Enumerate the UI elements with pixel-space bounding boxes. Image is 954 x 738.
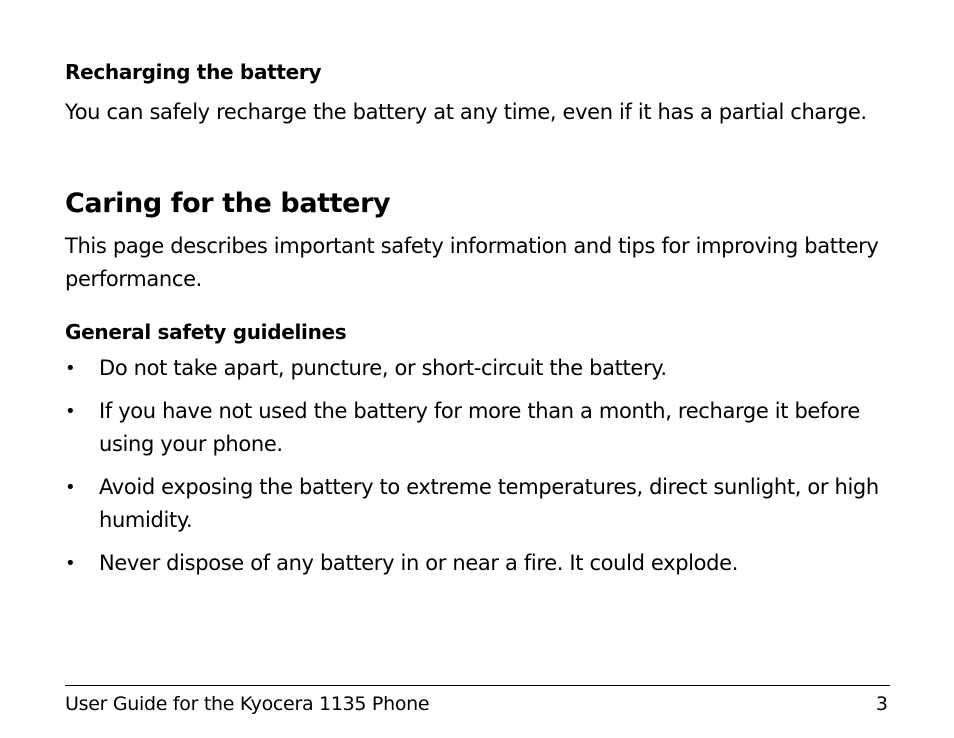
list-item-text: Do not take apart, puncture, or short-circuit the battery. xyxy=(99,356,667,380)
bullet-icon: • xyxy=(65,401,76,422)
list-item xyxy=(65,471,890,537)
recharging-paragraph: You can safely recharge the battery at any time, even if it has a partial charge. xyxy=(65,100,867,124)
list-item xyxy=(65,395,890,461)
guidelines-list xyxy=(65,352,890,590)
bullet-icon: • xyxy=(65,553,76,574)
list-item-text: Avoid exposing the battery to extreme temperatures, direct sunlight, or high humidity. xyxy=(99,475,879,532)
caring-heading: Caring for the battery xyxy=(65,188,391,219)
list-item-text: If you have not used the battery for more than a month, recharge it before using your phone. xyxy=(99,399,860,456)
footer-divider xyxy=(65,685,890,686)
list-item xyxy=(65,547,890,580)
recharging-heading: Recharging the battery xyxy=(65,60,322,84)
caring-paragraph: This page describes important safety information and tips for improving battery performance. xyxy=(65,234,879,291)
bullet-icon: • xyxy=(65,477,76,498)
document-page xyxy=(65,0,890,738)
list-item-text: Never dispose of any battery in or near a fire. It could explode. xyxy=(99,551,739,575)
bullet-icon: • xyxy=(65,358,76,379)
footer-title: User Guide for the Kyocera 1135 Phone xyxy=(65,693,430,715)
guidelines-heading: General safety guidelines xyxy=(65,320,347,344)
list-item xyxy=(65,352,890,385)
page-number: 3 xyxy=(875,693,888,715)
